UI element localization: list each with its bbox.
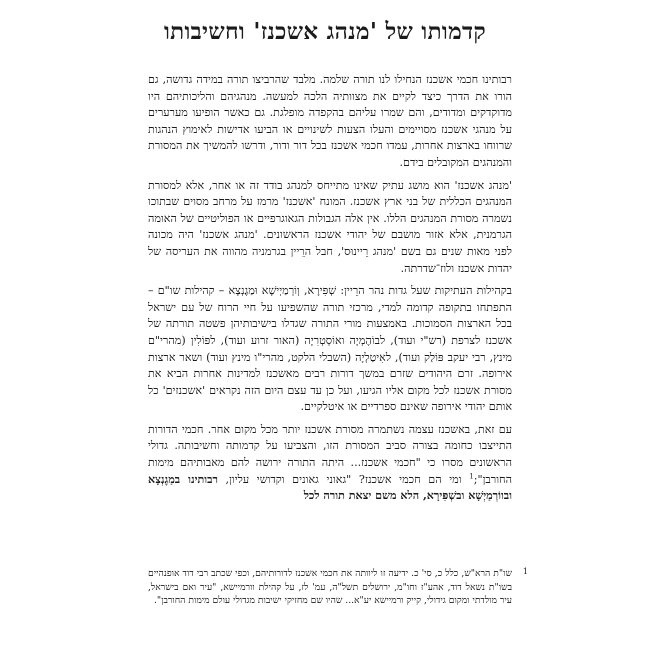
- paragraph-4-bold: רבותינו במַגֶנְצָא ובווֹרְמַיְשָׁא ובשְׁפִּירָא, הלא משם יצאת תורה לכל: [148, 472, 512, 503]
- page-title: קדמותו של 'מנהג אשכנז' וחשיבותו: [163, 18, 487, 45]
- footnote-marker[interactable]: 1: [469, 471, 474, 480]
- paragraph-4: [148, 422, 512, 505]
- paragraph-4-text: עם זאת, באשכנז עצמה נשתמרה מסורת אשכנז יותר מכל מקום אחר. חכמי הדורות התייצבו כחומה בצורה סביב המסורת הזו, והצביעו על קדמותה וחשיבותה. גדולי הראשונים מסרו כי "חכמי אשכנז... היתה התורה ירושה להם מאבותיהם מימות החורבן";: [148, 422, 512, 486]
- footnote-text: שו"ת הרא"ש, כלל כ, סי' כ. ידיעה זו ליוותה את חכמי אשכנז לדורותיהם, וכפי שכתב רבי דוד אופנהיים בשו"ת נשאל דוד, אהע"ז וחו"מ, ירושלים תשל"ה, עמ' לז, על קהילת וורמיישא, "עיר ואם בישראל, עיר מולדתי ומקום גידולי, קייק ורמיישא יע"א... שהיו שם מחזיקי ישיבות מגדולי עולם מימות החורבן".: [148, 568, 512, 607]
- footnote-number: 1: [522, 567, 528, 576]
- paragraph-4-continuation: ומי הם חכמי אשכנז? "גאוני גאונים וקדושי עליון,: [217, 472, 470, 486]
- paragraph-1: רבותינו חכמי אשכנז הנחילו לנו תורה שלמה. מלבד שהרביצו תורה במידה גדושה, גם הורו את הדרך כיצד לקיים את מצוותיה הלכה למעשה. מנהגיהם והליכותיהם היו מדוקדקים ומדודים, והם שמרו עליהם בהקפדה מופלגת. גם כאשר הופיעו מערערים על מנהגי אשכנז מסויימים והעלו הצעות לשינויים או הביעו אדישות לאימוץ הנהגות שרווחו בארצות אחרות, עמדו חכמי אשכנז בכל דור ודור, ודרשו להמשיך את המסורת והמנהגים המקובלים בידם.: [148, 73, 512, 169]
- main-text: [148, 72, 512, 511]
- paragraph-2: 'מנהג אשכנז' הוא מושג עתיק שאינו מתייחס למנהג בודד זה או אחר, אלא למסורת המנהגים הכללית של בני ארץ אשכנז. המונח 'אשכנז' מרמז על מרחב מסוים שבתוכו נשמרה מסורת המנהגים הללו. אין אלה הגבולות הגאוגרפיים או הפוליטיים של האומה הגרמנית, אלא אזור מושבם של יהודי אשכנז הראשונים. 'מנהג אשכנז' היה מכונה לפני מאות שנים גם בשם 'מנהג רֵיינוּס', חבל הרֵיין בגרמניה מהווה את העריסה של יהדות אשכנז ולוז־שדרתה.: [148, 178, 512, 275]
- footnote: [148, 567, 528, 608]
- paragraph-3: בקהילות העתיקות שעל גדות נהר הרֵיין: שְׁפִּירָא, וְוֹרְמַיְישָׁא וּמַגֶנְצָא – קהילות שו"ם – התפתחו בתקופה קדומה למדי, מרכזי תורה שהשפיעו על חיי הרוח של עם ישראל בכל הארצות הסמוכות. באמצעות מורי התורה שגדלו בישיבותיהן פשטה תורתה של אשכנז לצרפת (רש"י ועוד), לבוֹהֶמְיָה ואוֹסְטְרִיָה (האור זרוע ועוד), לפּוֹלִין (מהרי"ם מינץ, רבי יעקב פּוֹלַק ועוד), לאִיטַלְיָה (השבלי הלקט, מהרי"ו מינץ ועוד) ושאר ארצות אירופה. זרם היהודים שזרם במשך דורות רבים מאשכנז למדינות אחרות הביא את מסורת אשכנז לכל מקום אליו הגיעו, ועל כן עד עצם היום הזה נקראים 'אשכנזים' כל אותם יהודי אירופה שאינם ספרדיים או איטלקיים.: [148, 284, 512, 414]
